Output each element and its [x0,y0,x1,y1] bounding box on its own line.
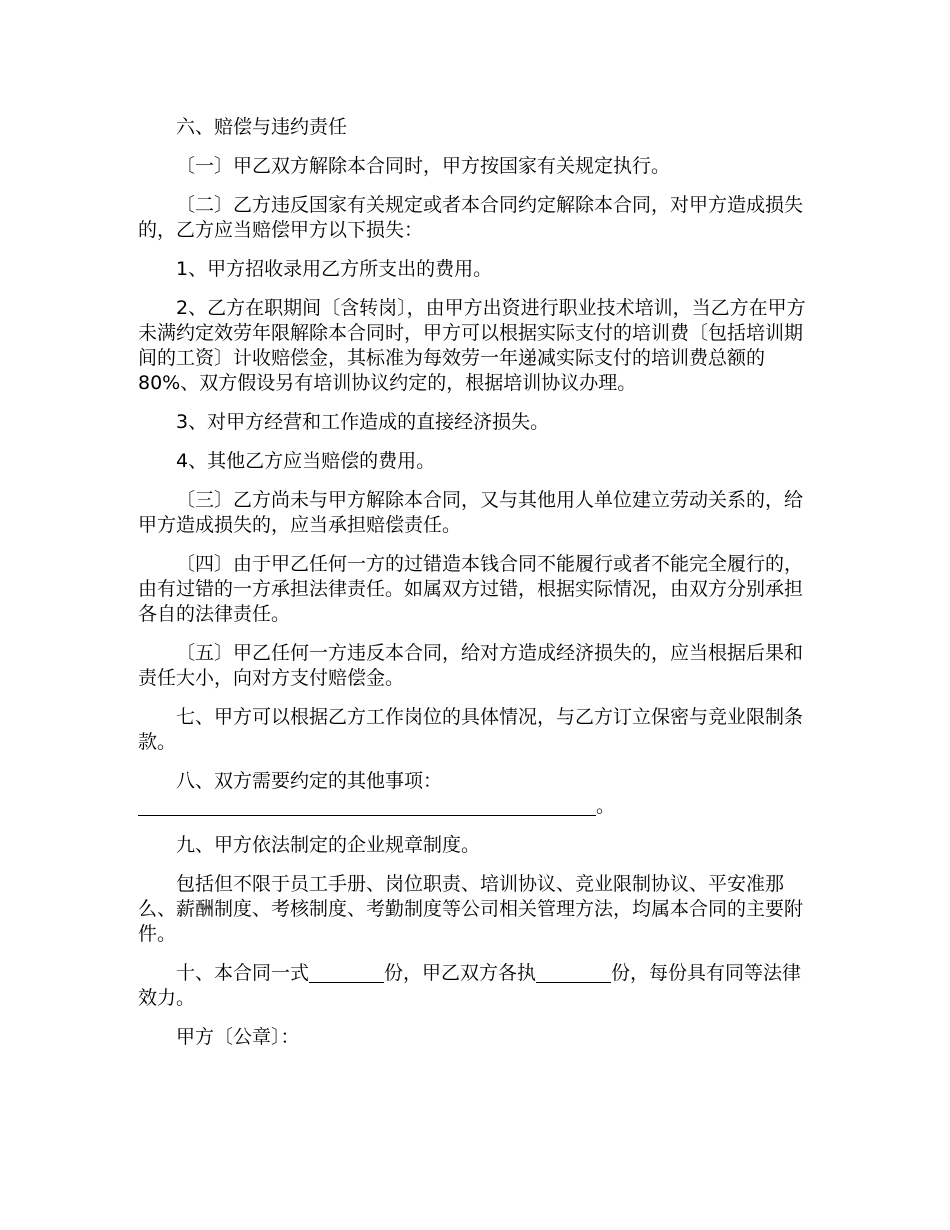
section-6-heading: 六、赔偿与违约责任 [176,116,348,138]
section-10 [138,961,810,1011]
copies-total-blank[interactable] [309,964,384,983]
clause-6-3: 〔三〕乙方尚未与甲方解除本合同，又与其他用人单位建立劳动关系的，给甲方造成损失的，应当承担赔偿责任。 [138,489,804,536]
loss-item-1: 1、甲方招收录用乙方所支出的费用。 [176,258,493,280]
clause-6-1: 〔一〕甲乙双方解除本合同时，甲方按国家有关规定执行。 [176,155,671,177]
loss-item-2: 2、乙方在职期间〔含转岗〕，由甲方出资进行职业技术培训，当乙方在甲方未满约定效劳年限解除本合同时，甲方可以根据实际支付的培训费〔包括培训期间的工资〕计收赔偿金，其标准为每效劳一年递减实际支付的培训费总额的80%、双方假设另有培训协议约定的，根据培训协议办理。 [138,297,806,394]
section-7: 七、甲方可以根据乙方工作岗位的具体情况，与乙方订立保密与竞业限制条款。 [138,706,804,753]
loss-item-3: 3、对甲方经营和工作造成的直接经济损失。 [176,411,550,433]
section-8: 八、双方需要约定的其他事项： [176,770,443,792]
section-10-part-b: 份，甲乙双方各执 [384,962,537,984]
section-10-part-c: 份，每份具有同等法律效力。 [138,962,802,1009]
copies-each-blank[interactable] [536,964,611,983]
section-8-end: 。 [596,795,616,817]
section-8-blank-line [138,794,810,819]
document-body [138,115,810,1064]
section-9-detail: 包括但不限于员工手册、岗位职责、培训协议、竞业限制协议、平安准那么、薪酬制度、考核制度、考勤制度等公司相关管理方法，均属本合同的主要附件。 [138,873,804,945]
loss-item-4: 4、其他乙方应当赔偿的费用。 [176,450,436,472]
party-a-seal: 甲方〔公章〕： [176,1026,300,1048]
section-9: 九、甲方依法制定的企业规章制度。 [176,834,481,856]
clause-6-4: 〔四〕由于甲乙任何一方的过错造本钱合同不能履行或者不能完全履行的，由有过错的一方承担法律责任。如属双方过错，根据实际情况，由双方分别承担各自的法律责任。 [138,553,804,625]
clause-6-5: 〔五〕甲乙任何一方违反本合同，给对方造成经济损失的，应当根据后果和责任大小，向对方支付赔偿金。 [138,642,804,689]
section-10-part-a: 十、本合同一式 [176,962,310,984]
clause-6-2: 〔二〕乙方违反国家有关规定或者本合同约定解除本合同，对甲方造成损失的，乙方应当赔偿甲方以下损失： [138,194,804,241]
other-matters-blank[interactable] [138,797,596,816]
